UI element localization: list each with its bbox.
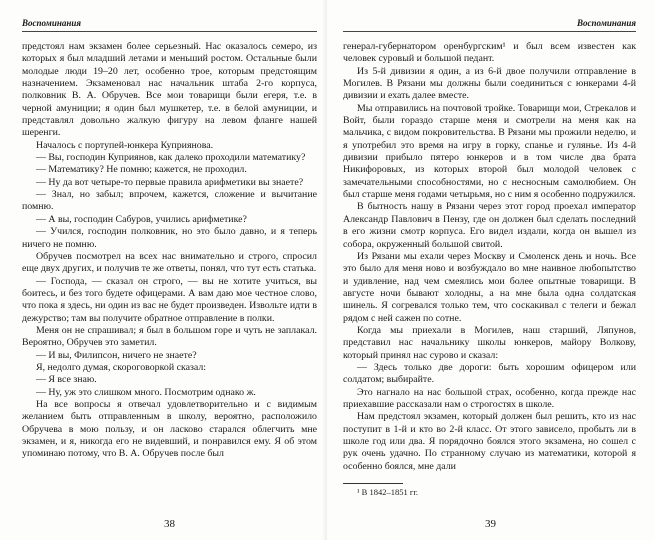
running-head-left: Воспоминания [22,18,317,32]
paragraph: Началось с портупей-юнкера Куприянова. [36,139,214,151]
paragraph: В бытность нашу в Рязани через этот город проехал император Александр Павлович в Пензу, где он должен был сделать последний в его жизни смотр корпуса. Его видел издали, когда он вышел из собора, окруженный большой свитой. [343,201,636,250]
paragraph: Я, недолго думая, скороговоркой сказал: [36,361,207,373]
right-page [327,0,654,540]
paragraph: Нам предстоял экзамен, который должен был решить, кто из нас поступит в 1-й и кто во 2-й класс. От этого зависело, пробыть ли в школе год или два. Я порядочно боялся этого экзамена, но сошел с рук очень удачно. По странному случаю из математики, которой я особенно боялся, мне дали [343,411,636,472]
paragraph: — Вы, господин Куприянов, как далеко проходили математику? [36,152,306,164]
paragraph: — Математику? Не помню; кажется, не проходил. [36,164,247,176]
footnote-rule [343,483,403,484]
paragraph: Из Рязани мы ехали через Москву и Смоленск день и ночь. Все это было для меня ново и возбуждало во мне наивное любопытство и удивление, над чем смеялись мои более опытные товарищи. В августе ночи бывают холодны, а на мне была одна солдатская шинель. Я согревался только тем, что соскакивал с телеги и бежал рядом с ней сажен по сотне. [343,250,636,324]
paragraph: Меня он не спрашивал; я был в большом горе и чуть не заплакал. Вероятно, Обручев это заметил. [22,324,317,349]
paragraph: Из 5-й дивизии я один, а из 6-й двое получили отправление в Могилев. В Рязани мы должны были соединиться с юнкерами 4-й дивизии и ехать далее вместе. [343,65,636,102]
paragraph: — Господа, — сказал он строго, — вы не хотите учиться, вы боитесь, и без того будете офицерами. А вам даю мое честное слово, что пока я здесь, ни один из вас не будет произведен. Извольте идти в дежурство; там вы получите обратное отправление в полки. [22,275,317,324]
running-head-right: Воспоминания [343,18,636,32]
paragraph: Мы отправились на почтовой тройке. Товарищи мои, Стрекалов и Войт, были гораздо старше меня и смотрели на меня как на мальчика, с видом покровительства. В Рязани мы прожили неделю, и я употребил это время на игру в горку, спанье и гулянье. Из 4-й дивизии прибыло пятеро юнкеров и в том числе два брата Никифоровых, из которых второй был молодой человек с замечательными способностями, но с несносным самолюбием. Он был старше меня годами четырьмя, но с ним я особенно подружился. [343,102,636,201]
paragraph: — Ну, уж это слишком много. Посмотрим однако ж. [36,386,256,398]
paragraph: — А вы, господин Сабуров, учились арифметике? [36,213,247,225]
paragraph: — Знал, но забыл; впрочем, кажется, сложение и вычитание помню. [22,189,317,213]
footnote: ¹ В 1842–1851 гг. [357,487,418,498]
paragraph: — И вы, Филипсон, ничего не знаете? [36,349,197,361]
right-page-text [343,41,636,498]
paragraph: На все вопросы я отвечал удовлетворительно и с видимым желанием быть отправленным в школу, вероятно, расположило Обручева в мою пользу, и он ласково старался облегчить мне экзамен, и я, никогда его не видевший, и понравился ему. Я об этом упоминаю потому, что В. А. Обручев после был [22,398,317,460]
paragraph: генерал-губернатором оренбургским¹ и был всем известен как человек суровый и большой педант. [343,41,636,65]
page-number-left: 38 [164,518,175,530]
paragraph: Когда мы приехали в Могилев, наш старший, Ляпунов, представил нас начальнику школы юнкеров, майору Волкову, который принял нас сурово и сказал: [343,324,636,361]
paragraph: Это нагнало на нас большой страх, особенно, когда прежде нас приехавшие рассказали нам о строгостях в школе. [343,386,636,410]
paragraph: — Учился, господин полковник, но это было давно, и я теперь ничего не помню. [22,226,317,250]
paragraph: — Я все знаю. [36,374,97,386]
paragraph: предстоял нам экзамен более серьезный. Нас оказалось семеро, из которых я был младший летами и меньший ростом. Остальные были молодые люди 19–20 лет, особенно трое, которым предстоящим назначением. Экзаменовал нас начальник штаба 2-го корпуса, полковник В. А. Обручев. Все мои товарищи были егеря, т.е. в черной амуниции; я один был мушкетер, т.е. в белой амуниции, и представлял довольно жалкую фигуру на левом фланге нашей шеренги. [22,41,317,139]
paragraph: — Здесь только две дороги: быть хорошим офицером или солдатом; выбирайте. [343,361,636,386]
page-number-right: 39 [485,518,496,530]
paragraph: — Ну да вот четыре-то первые правила арифметики вы знаете? [36,176,304,188]
paragraph: Обручев посмотрел на всех нас внимательно и строго, спросил еще двух других, и получив те же ответы, понял, что тут есть статька. [22,250,317,275]
left-page-text [22,41,317,461]
